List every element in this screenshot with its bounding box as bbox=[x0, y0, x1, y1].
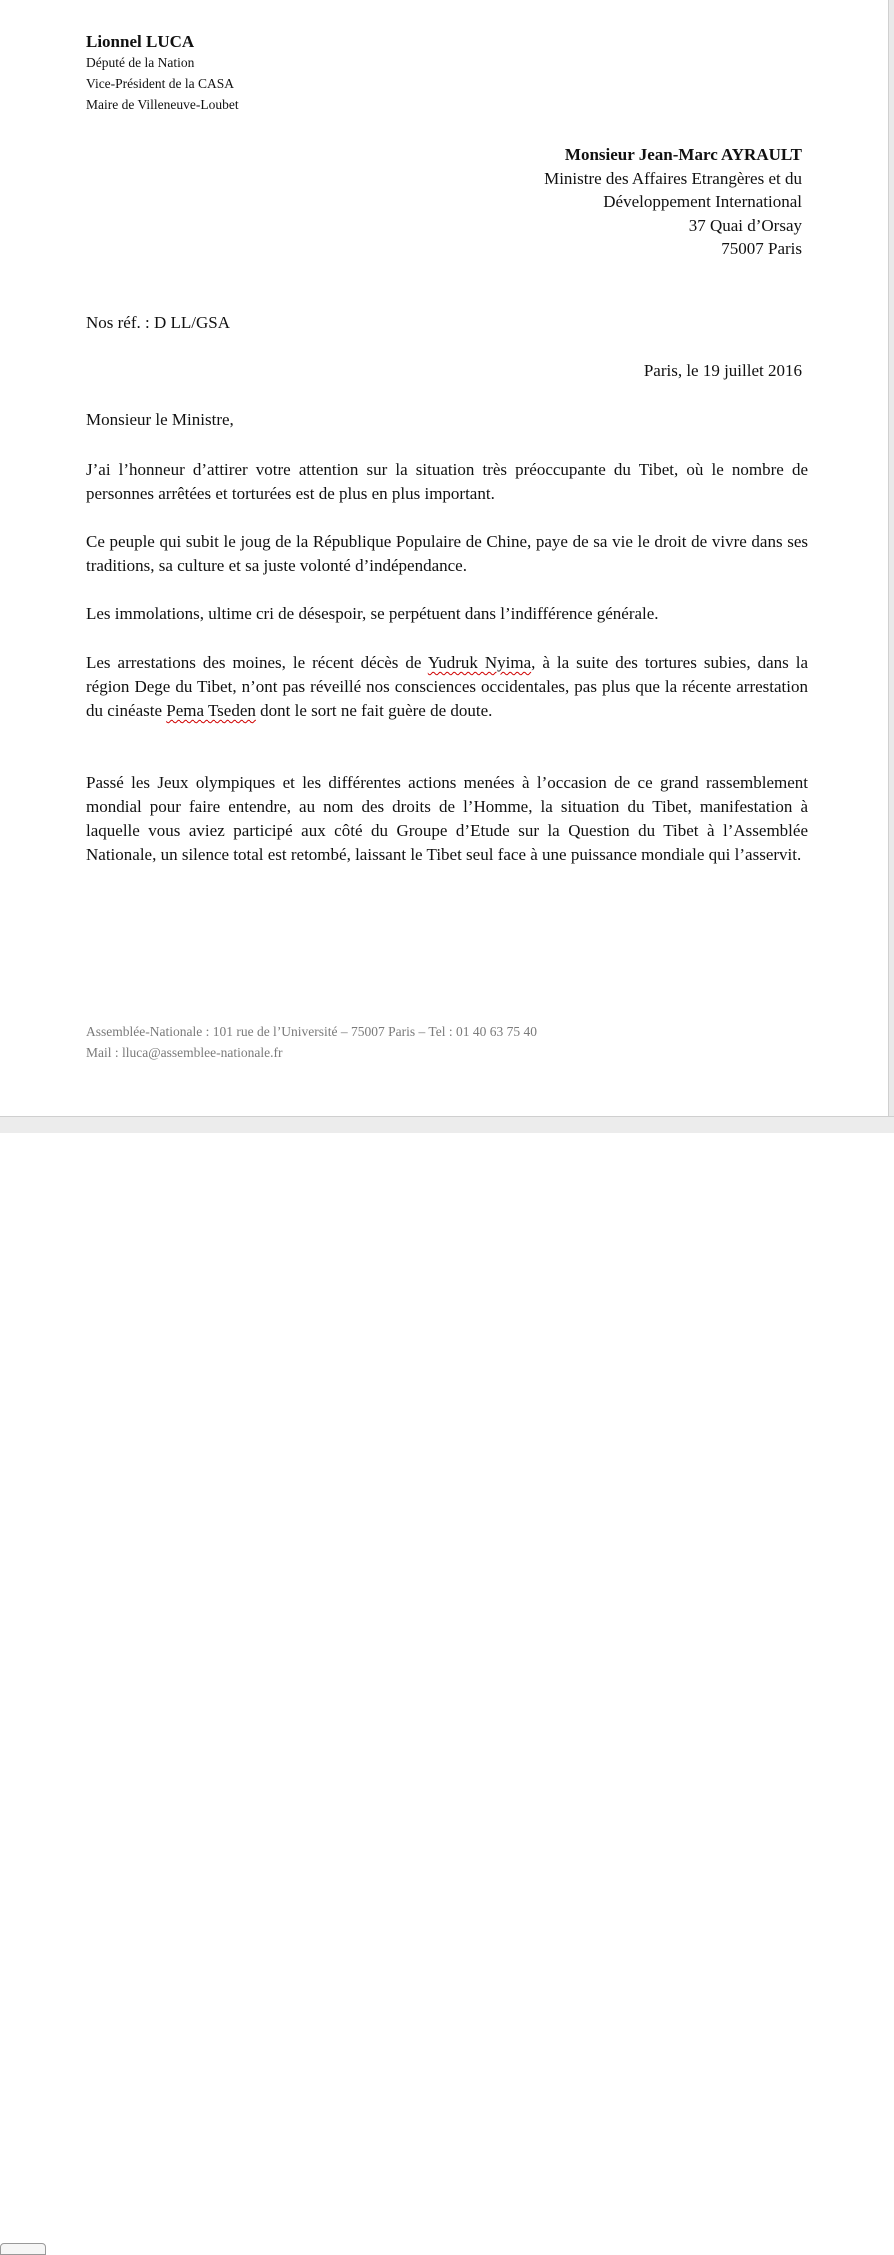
recipient-line-street: 37 Quai d’Orsay bbox=[688, 215, 802, 235]
paragraph-5[interactable]: Passé les Jeux olympiques et les différentes actions menées à l’occasion de ce grand rassemblement mondial pour faire entendre, au nom des droits de l’Homme, la situation du Tibet, manifestation à laquelle vous aviez participé aux côté du Groupe d’Etude sur la Question du Tibet à l’Assemblée Nationale, un silence total est retombé, laissant le Tibet seul face à une puissance mondiale qui l’asservit. bbox=[86, 773, 808, 864]
paragraph-1[interactable]: J’ai l’honneur d’attirer votre attention sur la situation très préoccupante du Tibet, où le nombre de personnes arrêtées et torturées est de plus en plus important. bbox=[86, 460, 808, 503]
reference-line: Nos réf. : D LL/GSA bbox=[86, 313, 231, 332]
sender-title-mayor: Maire de Villeneuve-Loubet bbox=[86, 97, 239, 112]
sender-title-casa: Vice-Président de la CASA bbox=[86, 76, 235, 91]
window-bottom-bar bbox=[0, 1116, 894, 1133]
paragraph-2[interactable]: Ce peuple qui subit le joug de la République Populaire de Chine, paye de sa vie le droit de vivre dans ses traditions, sa culture et sa juste volonté d’indépendance. bbox=[86, 532, 808, 575]
recipient-line-city: 75007 Paris bbox=[721, 239, 802, 258]
footer-mail: Mail : lluca@assemblee-nationale.fr bbox=[86, 1045, 283, 1060]
spellcheck-flagged-word-pema-tseden[interactable]: Pema Tseden bbox=[166, 701, 256, 720]
sender-name: Lionnel LUCA bbox=[86, 32, 195, 51]
salutation: Monsieur le Ministre, bbox=[86, 410, 234, 429]
recipient-line-department: Développement International bbox=[603, 192, 802, 211]
footer-address: Assemblée-Nationale : 101 rue de l’Université – 75007 Paris – Tel : 01 40 63 75 40 bbox=[86, 1024, 537, 1039]
paragraph-4-text-a: Les arrestations des moines, le récent décès de bbox=[86, 653, 428, 672]
spellcheck-flagged-word-yudruk-nyima[interactable]: Yudruk Nyima bbox=[427, 653, 532, 672]
recipient-name: Monsieur Jean-Marc AYRAULT bbox=[564, 145, 802, 164]
recipient-block bbox=[544, 143, 802, 261]
paragraph-4-text-b: , à la suite des tortures subies, dans la région Dege du Tibet, n’ont pas réveillé nos consciences occidentales, pas plus que la récente arrestation du cinéaste bbox=[86, 653, 808, 720]
date-line: Paris, le 19 juillet 2016 bbox=[643, 361, 802, 380]
footer-block bbox=[86, 1021, 537, 1063]
recipient-line-ministry: Ministre des Affaires Etrangères et du bbox=[544, 168, 802, 188]
sender-title-deputy: Député de la Nation bbox=[86, 55, 195, 70]
bottom-tab[interactable] bbox=[0, 2243, 46, 2255]
paragraph-4-text-c: dont le sort ne fait guère de doute. bbox=[255, 701, 493, 720]
paragraph-3[interactable]: Les immolations, ultime cri de désespoir, se perpétuent dans l’indifférence générale. bbox=[86, 604, 659, 623]
window-right-edge bbox=[888, 0, 894, 1132]
paragraph-4[interactable] bbox=[86, 651, 808, 723]
sender-block bbox=[86, 32, 239, 115]
document-page bbox=[0, 0, 888, 1116]
